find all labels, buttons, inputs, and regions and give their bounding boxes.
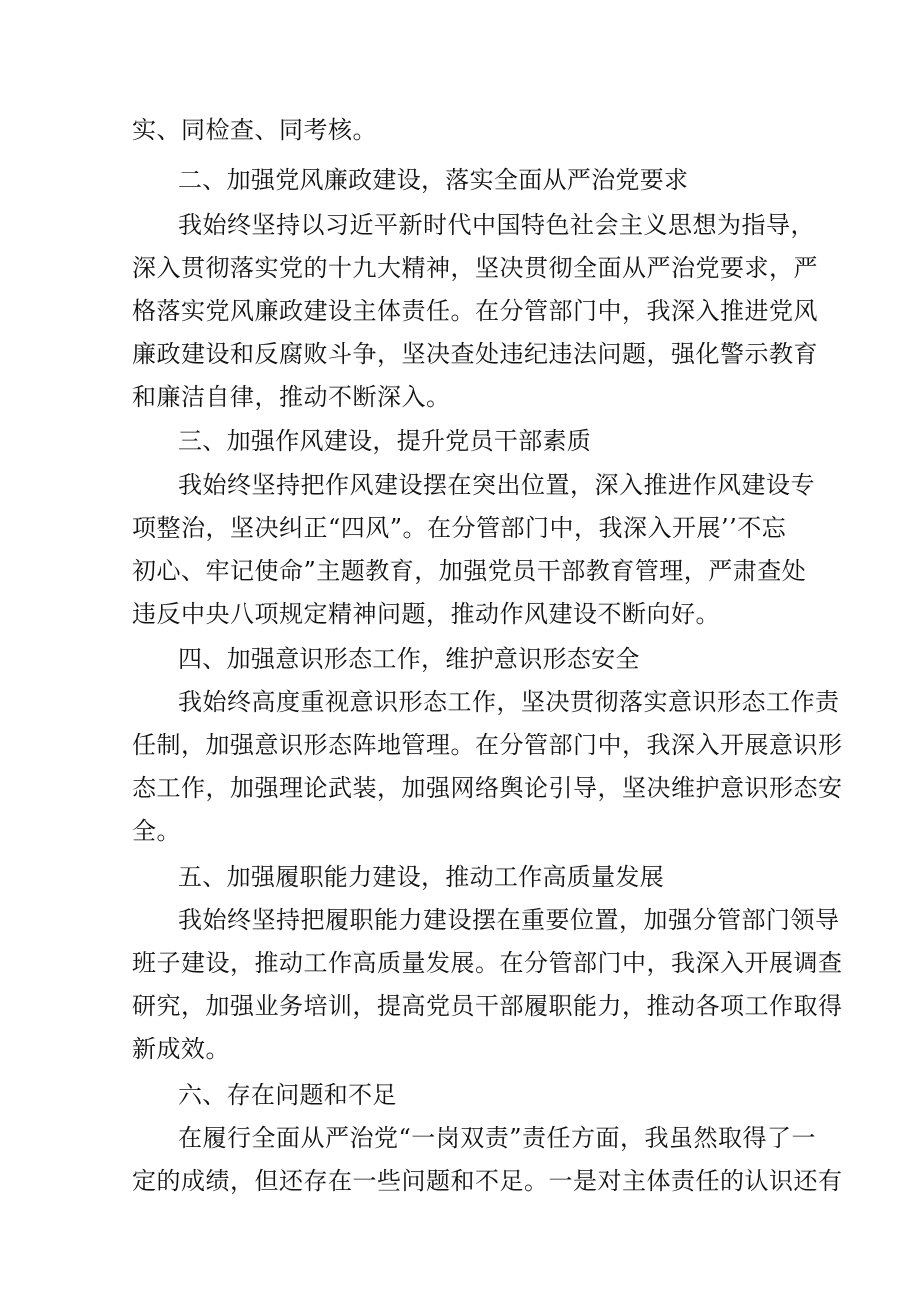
paragraph-first-line: 我始终坚持把作风建设摆在突出位置，深入推进作风建设专: [178, 471, 815, 499]
body-text-line: 违反中央八项规定精神问题，推动作风建设不断向好。: [132, 600, 720, 628]
body-text-line: 初心、牢记使命”主题教育，加强党员干部教育管理，严肃查处: [132, 557, 807, 585]
section-heading-6: 六、存在问题和不足: [178, 1081, 397, 1109]
paragraph-first-line: 在履行全面从严治党“一岗双责”责任方面，我虽然取得了一: [178, 1124, 817, 1152]
body-text-line: 研究，加强业务培训，提高党员干部履职能力，推动各项工作取得: [132, 992, 843, 1020]
body-text-line: 态工作，加强理论武装，加强网络舆论引导，坚决维护意识形态安: [132, 774, 843, 802]
section-heading-4: 四、加强意识形态工作，维护意识形态安全: [178, 645, 640, 673]
body-text-line: 新成效。: [132, 1035, 230, 1063]
body-text-line: 廉政建设和反腐败斗争，坚决查处违纪违法问题，强化警示教育: [132, 340, 818, 368]
paragraph-first-line: 我始终坚持把履职能力建设摆在重要位置，加强分管部门领导: [178, 906, 840, 934]
body-text-line: 任制，加强意识形态阵地管理。在分管部门中，我深入开展意识形: [132, 731, 843, 759]
body-text-line: 深入贯彻落实党的十九大精神，坚决贯彻全面从严治党要求，严: [132, 254, 818, 282]
body-text-line: 项整治，坚决纠正“四风”。在分管部门中，我深入开展’’不忘: [132, 514, 787, 542]
body-text-line: 全。: [132, 817, 181, 845]
section-heading-5: 五、加强履职能力建设，推动工作高质量发展: [178, 863, 664, 891]
section-heading-2: 二、加强党风廉政建设，落实全面从严治党要求: [178, 166, 689, 194]
body-text-line: 和廉洁自律，推动不断深入。: [132, 383, 451, 411]
paragraph-first-line: 我始终坚持以习近平新时代中国特色社会主义思想为指导，: [178, 211, 815, 239]
section-heading-3: 三、加强作风建设，提升党员干部素质: [178, 427, 592, 455]
paragraph-first-line: 我始终高度重视意识形态工作，坚决贯彻落实意识形态工作责: [178, 688, 840, 716]
body-text-line: 格落实党风廉政建设主体责任。在分管部门中，我深入推进党风: [132, 297, 818, 325]
body-text-line: 定的成绩，但还存在一些问题和不足。一是对主体责任的认识还有: [132, 1167, 843, 1195]
body-text-line: 班子建设，推动工作高质量发展。在分管部门中，我深入开展调查: [132, 949, 843, 977]
body-text-line: 实、同检查、同考核。: [132, 116, 377, 144]
